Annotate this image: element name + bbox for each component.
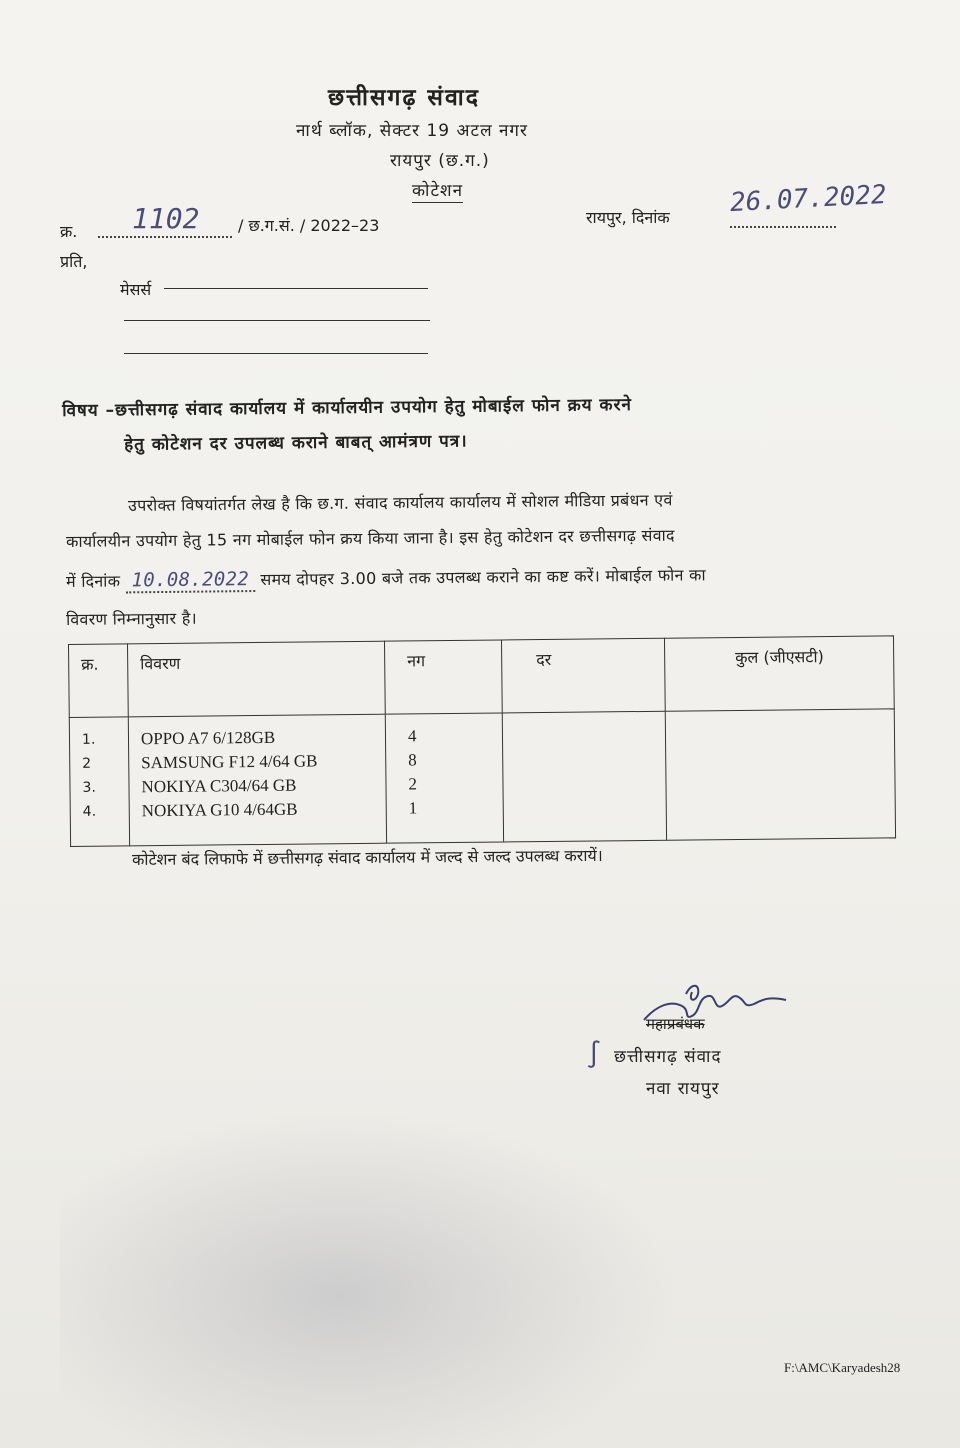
row-description: NOKIYA G10 4/64GB (141, 799, 298, 821)
row-qty: 8 (408, 750, 417, 770)
row-description: SAMSUNG F12 4/64 GB (141, 751, 318, 773)
row-qty: 4 (407, 726, 417, 746)
subject-line-2: हेतु कोटेशन दर उपलब्ध कराने बाबत् आमंत्रण पत्र। (124, 431, 468, 455)
rate-cell (502, 711, 666, 842)
col-header-sn: क्र. (69, 644, 129, 718)
date-dotline (730, 222, 836, 228)
row-sn: 3. (82, 779, 96, 796)
qty-cell (385, 713, 503, 843)
quotation-table (68, 635, 896, 847)
messrs-label: मेसर्स (120, 280, 152, 299)
body-line-1: उपरोक्त विषयांतर्गत लेख है कि छ.ग. संवाद कार्यालय कार्यालय में सोशल मीडिया प्रबंधन एवं (128, 490, 673, 515)
sn-cell (69, 717, 129, 847)
row-qty: 2 (408, 774, 418, 794)
signatory-city: नवा रायपुर (646, 1079, 720, 1099)
col-header-description: विवरण (128, 641, 386, 717)
footer-note: कोटेशन बंद लिफाफे में छत्तीसगढ़ संवाद कार्यालय में जल्द से जल्द उपलब्ध करायें। (132, 845, 603, 869)
recipient-line-3 (124, 353, 428, 354)
row-qty: 1 (408, 798, 418, 818)
row-sn: 4. (82, 803, 97, 820)
to-label: प्रति, (60, 252, 88, 271)
signatory-title: महाप्रबंधक (646, 1015, 705, 1033)
ref-suffix: / छ.ग.सं. / 2022–23 (238, 216, 380, 235)
ref-number-handwritten: 1102 (132, 202, 200, 235)
row-sn: 1. (81, 731, 96, 748)
body-line-3 (66, 563, 706, 592)
row-description: OPPO A7 6/128GB (140, 727, 276, 749)
recipient-line-1 (164, 288, 428, 289)
subject-line-1: विषय –छत्तीसगढ़ संवाद कार्यालय में कार्यालयीन उपयोग हेतु मोबाईल फोन क्रय करने (62, 395, 633, 421)
recipient-line-2 (124, 320, 430, 321)
description-cell (128, 714, 386, 846)
total-gst-cell (665, 709, 895, 840)
doc-type-heading: कोटेशन (412, 178, 463, 203)
ref-prefix: क्र. (60, 222, 78, 241)
signatory-org: छत्तीसगढ़ संवाद (614, 1047, 722, 1067)
body-line-3-prefix: में दिनांक (66, 571, 121, 591)
col-header-total-gst: कुल (जीएसटी) (664, 636, 894, 711)
date-prefix: रायपुर, दिनांक (586, 208, 670, 227)
body-line-2: कार्यालयीन उपयोग हेतु 15 नग मोबाईल फोन क्रय किया जाना है। इस हेतु कोटेशन दर छत्तीसगढ़ संवाद (66, 525, 675, 551)
deadline-date-handwritten: 10.08.2022 (125, 568, 255, 593)
body-line-3-suffix: समय दोपहर 3.00 बजे तक उपलब्ध कराने का कष्ट करें। मोबाईल फोन का (260, 565, 706, 589)
address-line-1: नार्थ ब्लॉक, सेक्टर 19 अटल नगर (296, 121, 528, 141)
table-body-row (69, 709, 895, 847)
row-sn: 2 (82, 755, 92, 772)
signature-initial-mark: ∫ (586, 1040, 602, 1070)
col-header-rate: दर (501, 638, 665, 713)
col-header-qty: नग (384, 640, 502, 714)
body-line-4: विवरण निम्नानुसार है। (66, 608, 198, 629)
table-header-row (69, 636, 895, 718)
photo-shadow (60, 1110, 680, 1448)
org-name: छत्तीसगढ़ संवाद (328, 85, 480, 111)
address-line-2: रायपुर (छ.ग.) (390, 151, 490, 171)
file-path: F:\AMC\Karyadesh28 (784, 1360, 901, 1375)
row-description: NOKIYA C304/64 GB (141, 775, 297, 797)
date-handwritten: 26.07.2022 (729, 179, 888, 219)
